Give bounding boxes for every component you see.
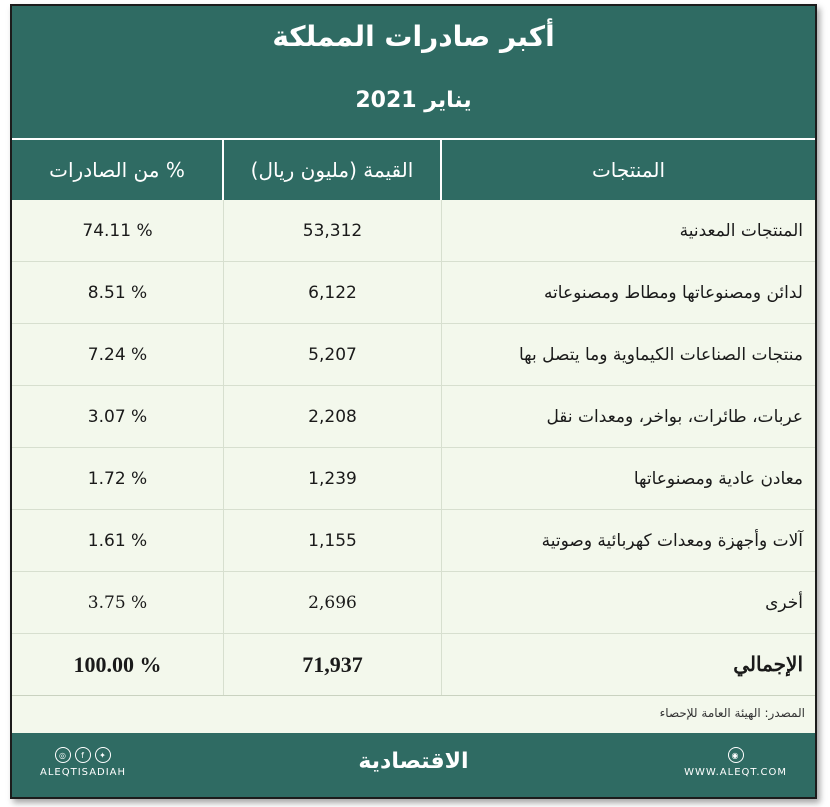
table-header: [12, 138, 815, 200]
cell-product: منتجات الصناعات الكيماوية وما يتصل بها: [518, 344, 803, 365]
cell-percent: 7.24 %: [12, 324, 224, 385]
website-url[interactable]: WWW.ALEQT.COM: [684, 767, 787, 778]
cell-percent: 74.11 %: [12, 200, 224, 261]
cell-value: 53,312: [224, 200, 442, 261]
cell-percent: 8.51 %: [12, 262, 224, 323]
title-block: [12, 6, 815, 138]
cell-product: أخرى: [765, 592, 803, 613]
total-percent: 100.00 %: [12, 634, 224, 695]
page-title: أكبر صادرات المملكة: [272, 20, 555, 53]
cell-percent: 1.72 %: [12, 448, 224, 509]
header-product: المنتجات: [591, 158, 666, 182]
cell-value: 1,239: [224, 448, 442, 509]
cell-product: آلات وأجهزة ومعدات كهربائية وصوتية: [541, 530, 803, 551]
table-row: [12, 572, 815, 634]
instagram-icon[interactable]: ◎: [55, 747, 71, 763]
cell-value: 6,122: [224, 262, 442, 323]
infographic-frame: [10, 4, 817, 799]
cell-value: 2,208: [224, 386, 442, 447]
table-row: [12, 262, 815, 324]
facebook-icon[interactable]: f: [75, 747, 91, 763]
cell-percent: 1.61 %: [12, 510, 224, 571]
cell-value: 1,155: [224, 510, 442, 571]
footer-bar: [12, 733, 815, 797]
page-subtitle: يناير 2021: [355, 88, 472, 113]
total-label: الإجمالي: [733, 654, 803, 676]
cell-product: عربات، طائرات، بواخر، ومعدات نقل: [546, 406, 803, 427]
total-value: 71,937: [224, 634, 442, 695]
table-row: [12, 324, 815, 386]
header-percent: % من الصادرات: [12, 140, 224, 200]
globe-icon[interactable]: ◉: [728, 747, 744, 763]
cell-product: لدائن ومصنوعاتها ومطاط ومصنوعاته: [543, 282, 803, 303]
header-value: القيمة (مليون ريال): [224, 140, 442, 200]
cell-product: المنتجات المعدنية: [679, 220, 803, 241]
cell-percent: 3.75 %: [12, 572, 224, 633]
social-handle[interactable]: ALEQTISADIAH: [40, 767, 127, 778]
cell-value: 2,696: [224, 572, 442, 633]
cell-percent: 3.07 %: [12, 386, 224, 447]
table-row: [12, 448, 815, 510]
table-row: [12, 510, 815, 572]
source-note: المصدر: الهيئة العامة للإحصاء: [659, 706, 805, 720]
cell-value: 5,207: [224, 324, 442, 385]
brand-logo: الاقتصادية: [358, 749, 469, 774]
table-row: [12, 386, 815, 448]
twitter-icon[interactable]: ✦: [95, 747, 111, 763]
table-row-total: [12, 634, 815, 696]
table-body: [12, 200, 815, 696]
website-block: [684, 747, 787, 778]
table-row: [12, 200, 815, 262]
cell-product: معادن عادية ومصنوعاتها: [633, 468, 803, 489]
